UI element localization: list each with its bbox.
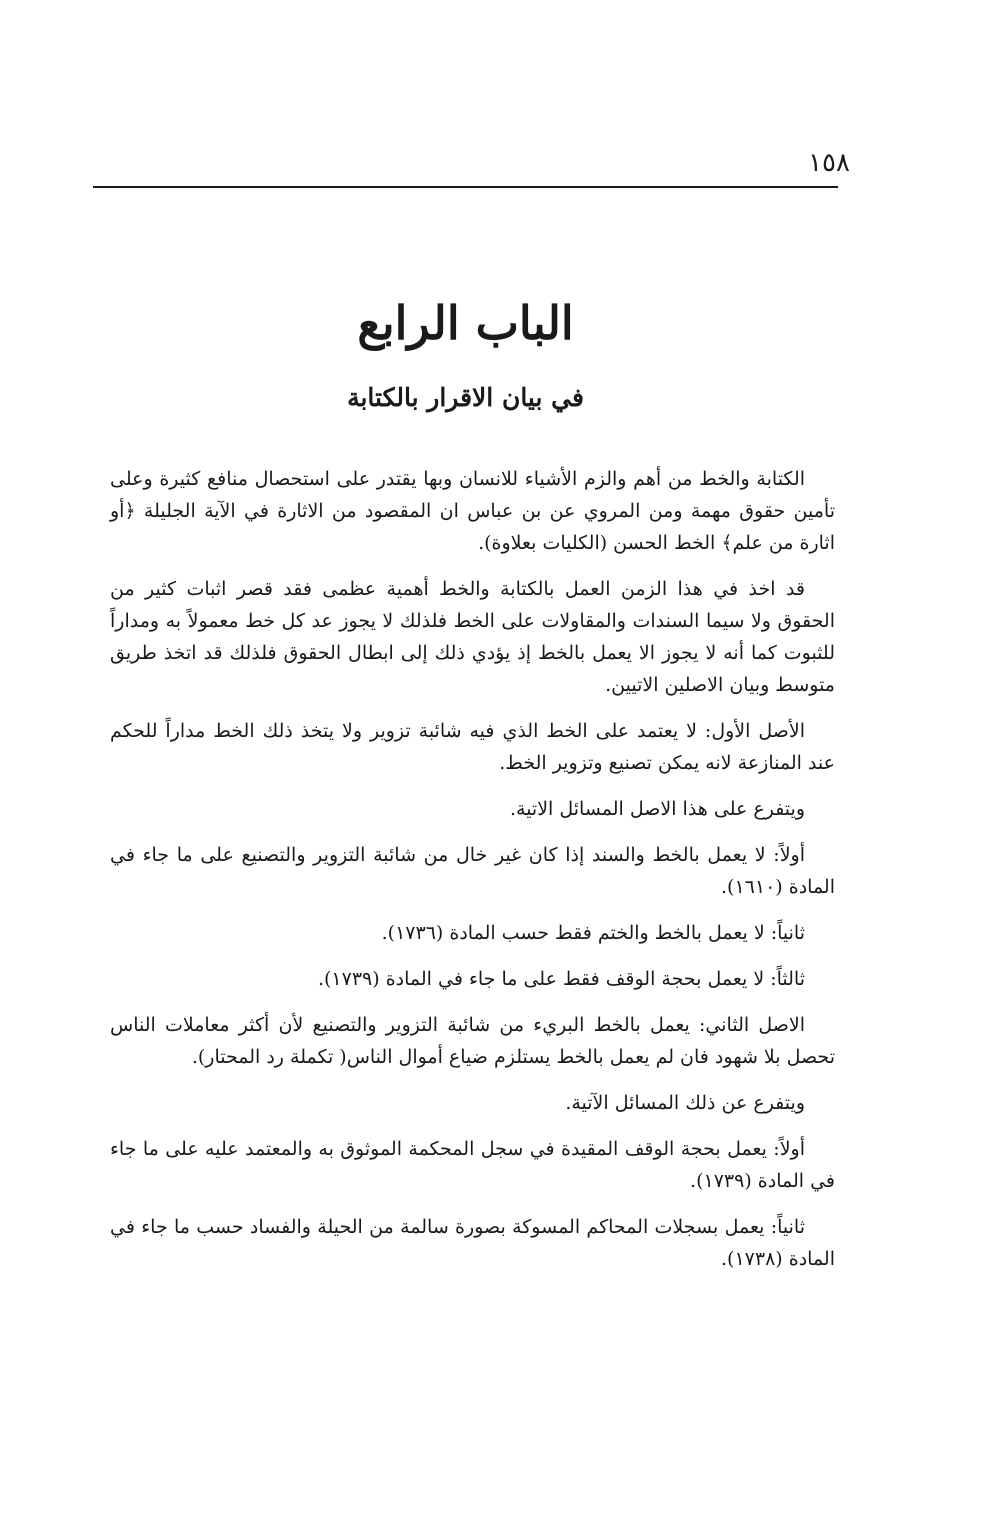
paragraph: ويتفرع عن ذلك المسائل الآتية.	[565, 1092, 805, 1114]
paragraph: ويتفرع على هذا الاصل المسائل الاتية.	[509, 798, 805, 820]
paragraph: أولاً: يعمل بحجة الوقف المقيدة في سجل المحكمة الموثوق به والمعتمد عليه على ما جاء في المادة (١٧٣٩).	[110, 1138, 835, 1192]
paragraph: ثالثاً: لا يعمل بحجة الوقف فقط على ما جاء في المادة (١٧٣٩).	[317, 968, 805, 990]
paragraph: ثانياً: لا يعمل بالخط والختم فقط حسب المادة (١٧٣٦).	[381, 922, 805, 944]
page-number: ١٥٨	[808, 148, 850, 178]
paragraph: قد اخذ في هذا الزمن العمل بالكتابة والخط أهمية عظمى فقد قصر اثبات كثير من الحقوق ولا سيما السندات والمقاولات على الخط فلذلك لا يجوز عد كل خط معمولاً به ومداراً للثبوت كما أنه لا يجوز الا يعمل بالخط إذ يؤدي ذلك إلى ابطال الحقوق فلذلك قد اتخذ طريق متوسط وبيان الاصلين الاتيين.	[110, 578, 835, 696]
paragraph: الاصل الثاني: يعمل بالخط البريء من شائبة التزوير والتصنيع لأن أكثر معاملات الناس تحصل بلا شهود فان لم يعمل بالخط يستلزم ضياع أموال الناس( تكملة رد المحتار).	[110, 1014, 835, 1068]
paragraph: الأصل الأول: لا يعتمد على الخط الذي فيه شائبة تزوير ولا يتخذ ذلك الخط مداراً للحكم عند المنازعة لانه يمكن تصنيع وتزوير الخط.	[110, 720, 835, 774]
body-text	[110, 463, 835, 1289]
paragraph: أولاً: لا يعمل بالخط والسند إذا كان غير خال من شائبة التزوير والتصنيع على ما جاء في المادة (١٦١٠).	[110, 844, 835, 898]
paragraph: ثانياً: يعمل بسجلات المحاكم المسوكة بصورة سالمة من الحيلة والفساد حسب ما جاء في المادة (١٧٣٨).	[110, 1216, 835, 1270]
paragraph: الكتابة والخط من أهم والزم الأشياء للانسان وبها يقتدر على استحصال منافع كثيرة وعلى تأمين حقوق مهمة ومن المروي عن بن عباس ان المقصود من الاثارة في الآية الجليلة ﴿أو اثارة من علم﴾ الخط الحسن (الكليات بعلاوة).	[110, 468, 835, 554]
chapter-subtitle: في بيان الاقرار بالكتابة	[347, 383, 584, 412]
header-rule	[93, 186, 838, 188]
chapter-title: الباب الرابع	[357, 296, 574, 350]
